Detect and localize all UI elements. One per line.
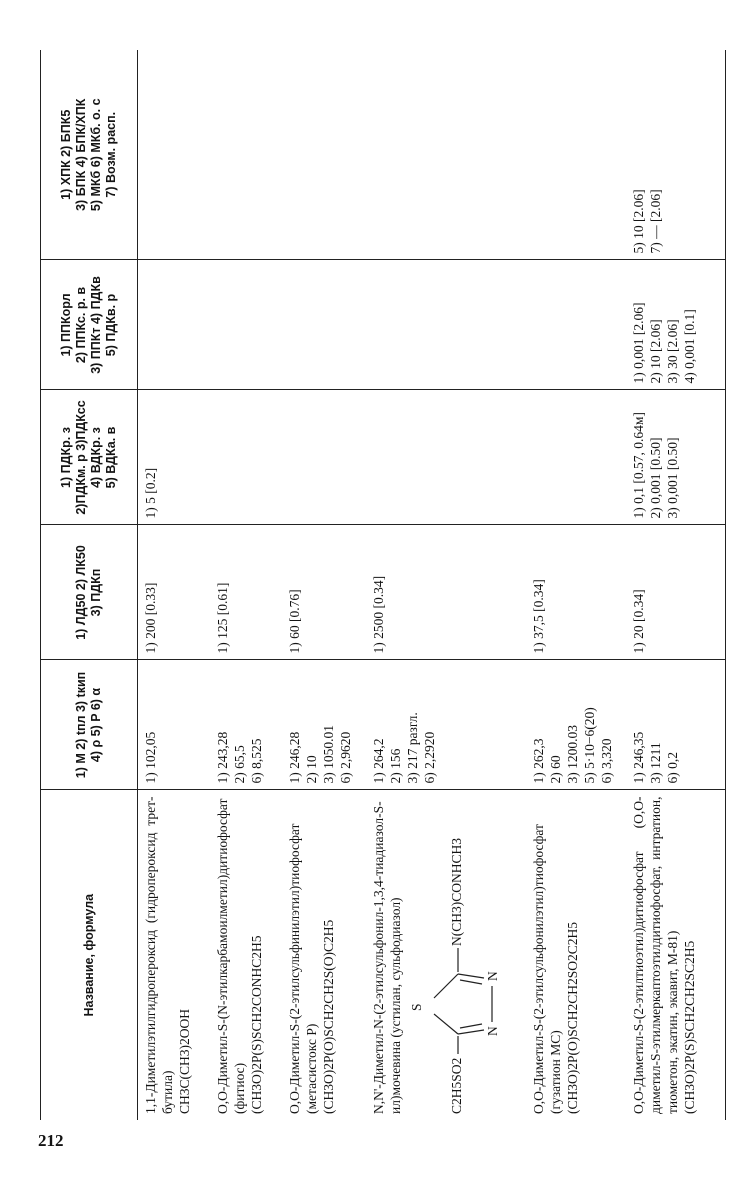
table-row bbox=[526, 50, 626, 1120]
compound-name-cell bbox=[626, 790, 726, 1120]
data-table bbox=[40, 50, 726, 1120]
structure-n1: N bbox=[484, 1026, 500, 1036]
pdk-cell bbox=[526, 390, 626, 525]
water-cell bbox=[138, 260, 210, 390]
table-row bbox=[626, 50, 726, 1120]
water-cell bbox=[210, 260, 282, 390]
other-cell bbox=[366, 50, 526, 260]
water-cell: 1) 0,001 [2.06] 2) 10 [2.06] 3) 30 [2.06] 4) 0,001 [0.1] bbox=[626, 260, 726, 390]
other-cell bbox=[282, 50, 366, 260]
compound-name: 1,1-Диметилэтилгидропероксид (гидропероксид трет-бутила) bbox=[143, 796, 175, 1114]
pdk-cell bbox=[210, 390, 282, 525]
pdk-cell bbox=[282, 390, 366, 525]
compound-name-cell bbox=[210, 790, 282, 1120]
structure-n2: N bbox=[484, 971, 500, 981]
structure-sulfur: S bbox=[408, 1003, 424, 1011]
props-cell: 1) 264,2 2) 156 3) 217 разгл. 6) 2,2920 bbox=[366, 660, 526, 790]
tox-cell: 1) 37,5 [0.34] bbox=[526, 525, 626, 660]
compound-name-cell bbox=[138, 790, 210, 1120]
table-row bbox=[210, 50, 282, 1120]
compound-formula: (CH3O)2P(O)SCH2CH2SO2C2H5 bbox=[564, 921, 580, 1114]
compound-name-cell bbox=[526, 790, 626, 1120]
tox-cell: 1) 125 [0.61] bbox=[210, 525, 282, 660]
header-other: 1) ХПК 2) БПК5 3) БПК 4) БПК/ХПК 5) МКб 6) МКб. о. с 7) Возм. расп. bbox=[41, 50, 138, 260]
compound-name: O,O-Диметил-S-(2-этилтиоэтил)дитиофосфат (O,O-диметил-S-этилмеркаптоэтилдитиофосфат, интратион, тиометон, экатин, экавит, М-81) bbox=[630, 796, 680, 1114]
page-number: 212 bbox=[38, 1131, 64, 1150]
thiadiazole-structure bbox=[404, 797, 504, 1115]
props-cell: 1) 262,3 2) 60 3) 1200.03 5) 5·10−6(20) 6) 3,320 bbox=[526, 660, 626, 790]
compound-formula: (CH3O)2P(S)SCH2CH2SC2H5 bbox=[681, 940, 697, 1114]
compound-name: O,O-Диметил-S-(N-этилкарбамоилметил)дитиофосфат (фитиос) bbox=[214, 798, 247, 1114]
water-cell bbox=[366, 260, 526, 390]
tox-cell: 1) 200 [0.33] bbox=[138, 525, 210, 660]
pdk-cell: 1) 5 [0.2] bbox=[138, 390, 210, 525]
compound-formula: CH3C(CH3)2OOH bbox=[177, 1008, 192, 1114]
other-cell: 5) 10 [2.06] 7) — [2.06] bbox=[626, 50, 726, 260]
compound-formula: (CH3O)2P(O)SCH2CH2S(O)C2H5 bbox=[320, 919, 336, 1114]
compound-name: N,N'-Диметил-N-(2-этилсульфонил-1,3,4-тиадиазол-S-ил)мочевина (устилан, сульфодиазол) bbox=[370, 801, 403, 1114]
tox-cell: 1) 2500 [0.34] bbox=[366, 525, 526, 660]
props-cell: 1) 246,28 2) 10 3) 1050.01 6) 2,9620 bbox=[282, 660, 366, 790]
other-cell bbox=[526, 50, 626, 260]
props-cell: 1) 102,05 bbox=[138, 660, 210, 790]
header-water: 1) ППКорл 2) ППКс. р. в 3) ППКт 4) ПДКв 5) ПДКв. р bbox=[41, 260, 138, 390]
compound-name: O,O-Диметил-S-(2-этилсульфонилэтил)тиофосфат (гузатион МС) bbox=[530, 824, 563, 1114]
pdk-cell: 1) 0,1 [0.57, 0.64м] 2) 0,001 [0.50] 3) 0,001 [0.50] bbox=[626, 390, 726, 525]
header-name: Название, формула bbox=[41, 790, 138, 1120]
water-cell bbox=[282, 260, 366, 390]
rotated-table-sheet bbox=[40, 50, 705, 1120]
pdk-cell bbox=[366, 390, 526, 525]
table-row bbox=[282, 50, 366, 1120]
other-cell bbox=[210, 50, 282, 260]
table-row bbox=[138, 50, 210, 1120]
props-cell: 1) 243,28 2) 65,5 6) 8,525 bbox=[210, 660, 282, 790]
structure-right-group: N(CH3)CONHCH3 bbox=[448, 838, 464, 946]
compound-formula: (CH3O)2P(S)SCH2CONHC2H5 bbox=[248, 935, 264, 1114]
header-row bbox=[41, 50, 138, 1120]
compound-name: O,O-Диметил-S-(2-этилсульфинилэтил)тиофосфат (метасистокс Р) bbox=[286, 823, 319, 1114]
compound-name-cell bbox=[366, 790, 526, 1120]
header-props: 1) M 2) tпл 3) tкип 4) ρ 5) P 6) α bbox=[41, 660, 138, 790]
other-cell bbox=[138, 50, 210, 260]
tox-cell: 1) 20 [0.34] bbox=[626, 525, 726, 660]
header-pdk: 1) ПДКр. з 2)ПДКм. р 3)ПДКсс 4) ВДКр. з 5) ВДКа. в bbox=[41, 390, 138, 525]
table-row bbox=[366, 50, 526, 1120]
compound-name-cell bbox=[282, 790, 366, 1120]
structure-left-group: C2H5SO2 bbox=[448, 1057, 464, 1114]
thiadiazole-ring bbox=[414, 944, 504, 1054]
props-cell: 1) 246,35 3) 1211 6) 0,2 bbox=[626, 660, 726, 790]
tox-cell: 1) 60 [0.76] bbox=[282, 525, 366, 660]
water-cell bbox=[526, 260, 626, 390]
header-tox: 1) ЛД50 2) ЛК50 3) ПДКп bbox=[41, 525, 138, 660]
